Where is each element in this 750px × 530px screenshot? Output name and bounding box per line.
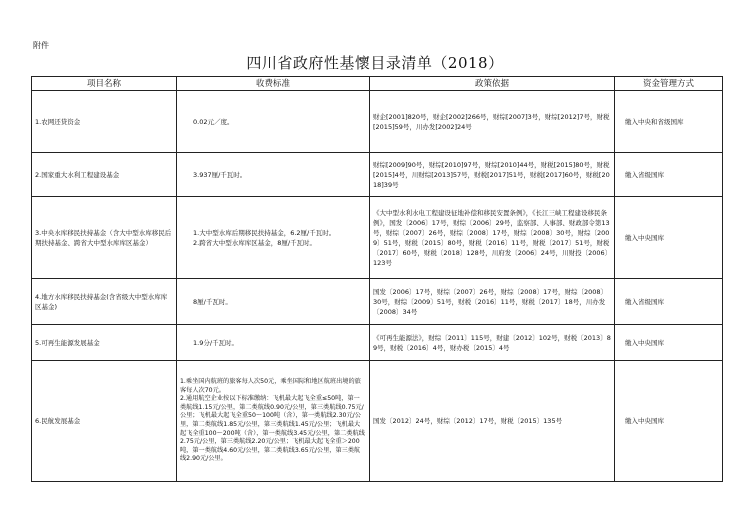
- attachment-label: 附件: [33, 41, 49, 50]
- fee-item: 2.跨省大中型水库库区基金，8厘/千瓦时。: [193, 238, 317, 247]
- fund-management: 缴入省级国库: [615, 153, 723, 197]
- policy-basis: 财综[2009]90号，财综[2010]97号，财综[2010]44号，财税[2015]80号，财税[2015]4号，川财综[2013]57号，财税[2017]51号，财税[2017]60号，财税[2018]39号: [370, 153, 615, 197]
- fee-standard: [177, 153, 370, 197]
- table-row: [32, 325, 723, 361]
- fee-standard: [177, 361, 370, 482]
- fund-management: 缴入中央国库: [615, 197, 723, 279]
- fund-management: 缴入中央和省级国库: [615, 91, 723, 153]
- policy-basis: 国发〔2006〕17号，财综〔2007〕26号，财综〔2008〕17号，财综〔2008〕30号，财综〔2009〕51号，财税〔2016〕11号，财税〔2017〕18号，川办发〔2008〕34号: [370, 279, 615, 325]
- fund-catalog-table: [31, 76, 723, 482]
- policy-basis: 财企[2001]820号，财企[2002]266号，财综[2007]3号，财综[2012]7号，财税[2015]59号，川办发[2002]24号: [370, 91, 615, 153]
- fee-standard: [177, 91, 370, 153]
- table-row: [32, 361, 723, 482]
- fund-management: 缴入省级国库: [615, 279, 723, 325]
- fee-standard: [177, 279, 370, 325]
- table-row: [32, 153, 723, 197]
- header-project-name: 项目名称: [32, 77, 177, 91]
- project-name: 3.中央水库移民扶持基金（含大中型水库移民后期扶持基金、跨省大中型水库库区基金）: [32, 197, 177, 279]
- fund-management: 缴入中央国库: [615, 325, 723, 361]
- header-fund-management: 资金管理方式: [615, 77, 723, 91]
- table-row: [32, 197, 723, 279]
- fee-item: 2.通用航空企业按以下标准缴纳：飞机最大起飞全重≤50吨，第一类航线1.15元/公里，第二类航线0.90元/公里，第三类航线0.75元/公里；飞机最大起飞全重50～100吨（含），第一类航线2.30元/公里，第二类航线1.85元/公里，第三类航线1.45元/公里；飞机最大起飞全重100～200吨（含），第一类航线3.45元/公里，第二类航线2.75元/公里，第三类航线2.20元/公里；飞机最大起飞全重＞200吨，第一类航线4.60元/公里，第二类航线3.65元/公里，第三类航线2.90元/公里。: [180, 395, 365, 463]
- project-name: 6.民航发展基金: [32, 361, 177, 482]
- project-name: 2.国家重大水利工程建设基金: [32, 153, 177, 197]
- project-name: 5.可再生能源发展基金: [32, 325, 177, 361]
- fee-item: 8厘/千瓦时。: [193, 297, 232, 306]
- fee-item: 1.乘坐国内航班的旅客每人次50元，乘坐国际和地区航班出境的旅客每人次70元。: [180, 378, 361, 394]
- policy-basis: 国发〔2012〕24号，财综〔2012〕17号，财税〔2015〕135号: [370, 361, 615, 482]
- table-header-row: [32, 77, 723, 91]
- fee-standard: [177, 197, 370, 279]
- policy-basis: 《大中型水利水电工程建设征地补偿和移民安置条例》，《长江三峡工程建设移民条例》，国发〔2006〕17号，财综〔2006〕29号，监察部、人事部、财政部令第13号，财综〔2007〕26号，财综〔2008〕17号，财综〔2008〕30号，财综〔2009〕51号，财税〔2015〕80号，财税〔2016〕11号，财税〔2017〕51号，财税〔2017〕60号，财税〔2018〕128号，川府发〔2006〕24号，川财投〔2006〕123号: [370, 197, 615, 279]
- fee-item: 3.937厘/千瓦时。: [193, 170, 247, 179]
- header-policy-basis: 政策依据: [370, 77, 615, 91]
- project-name: 4.地方水库移民扶持基金(含省级大中型水库库区基金): [32, 279, 177, 325]
- table-row: [32, 91, 723, 153]
- policy-basis: 《可再生能源法》，财综〔2011〕115号，财建〔2012〕102号，财税〔2013〕89号，财税〔2016〕4号，财办税〔2015〕4号: [370, 325, 615, 361]
- fee-item: 1.9分/千瓦时。: [193, 338, 239, 347]
- page-title: 四川省政府性基懷目录清单（2018）: [246, 54, 504, 72]
- fund-management: 缴入中央国库: [615, 361, 723, 482]
- fee-item: 0.02元／度。: [193, 117, 234, 126]
- fee-item: 1.大中型水库后期移民扶持基金，6.2厘/千瓦时。: [193, 228, 336, 237]
- header-fee-standard: 收费标准: [177, 77, 370, 91]
- fee-standard: [177, 325, 370, 361]
- project-name: 1.农网还贷资金: [32, 91, 177, 153]
- table-row: [32, 279, 723, 325]
